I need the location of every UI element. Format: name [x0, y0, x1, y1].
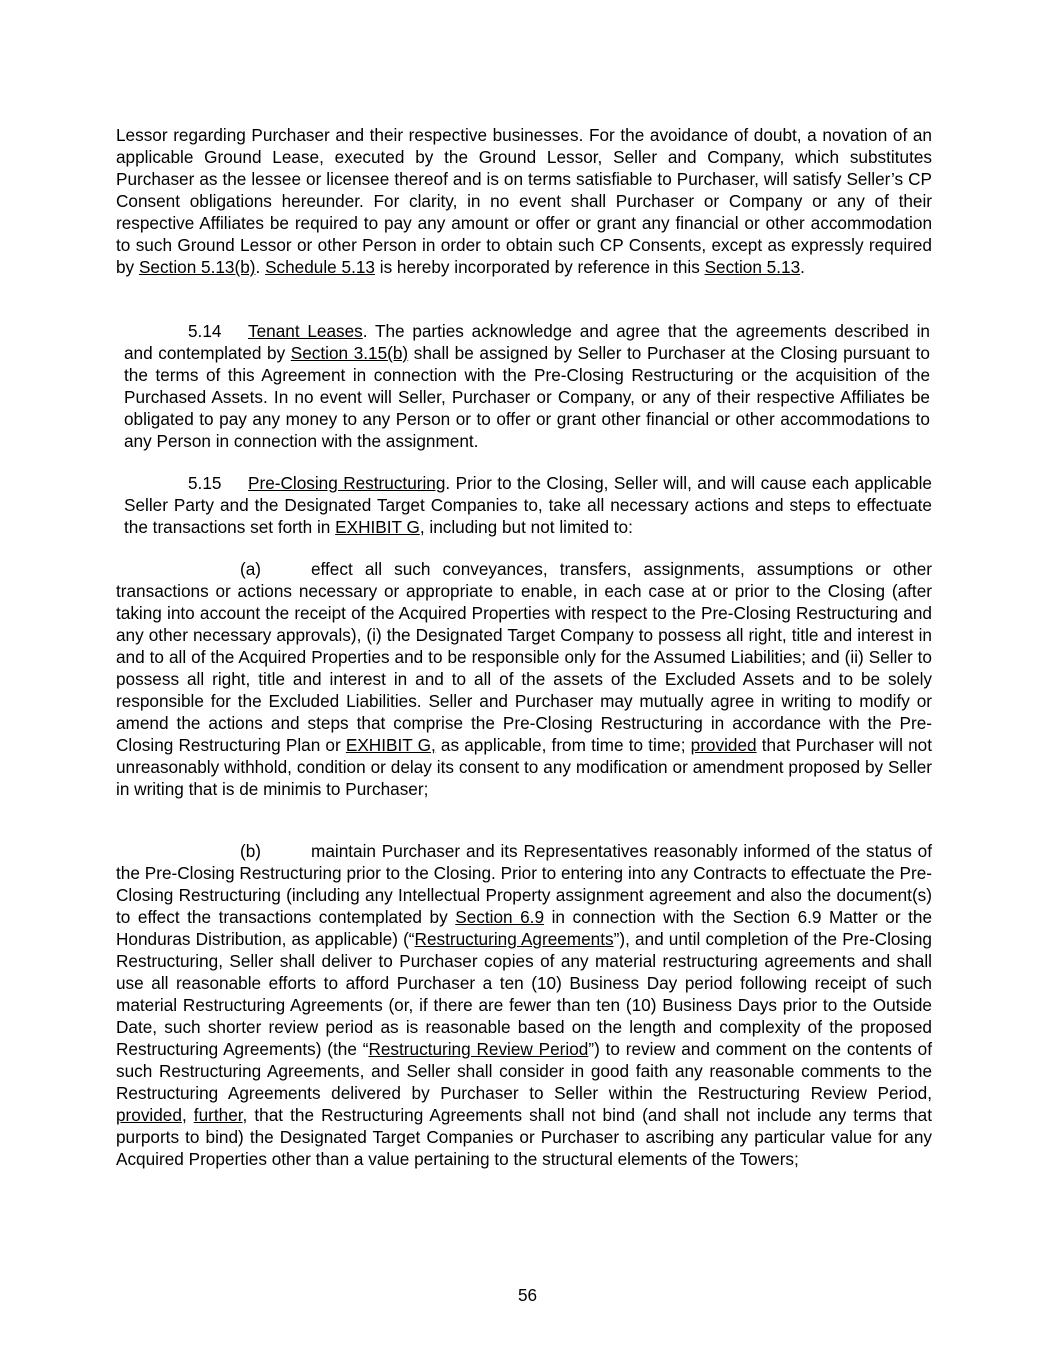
text: , that the Restructuring Agreements shall not bind (and shall not include any terms that purports to bind) the Designated Target Companies or Purchaser to ascribing any particular value for any Acquired Properties other than a value pertaining to the structural elements of the Towers;	[116, 1105, 932, 1169]
text: that Purchaser will not unreasonably withhold, condition or delay its consent to any modification or amendment proposed by Seller in writing that is de minimis to Purchaser;	[116, 735, 932, 799]
cross-reference-link: Section 3.15(b)	[290, 343, 409, 363]
text: ”), and until completion of the Pre-Closing Restructuring, Seller shall deliver to Purchaser copies of any material restructuring agreements and shall use all reasonable efforts to afford Purchaser a ten (10) Business Day period following receipt of such material Restructuring Agreements (or, if there are fewer than ten (10) Business Days prior to the Outside Date, such shorter review period as is reasonable based on the length and complexity of the proposed Restructuring Agreements) (the “	[116, 929, 932, 1059]
cross-reference-link: Section 5.13(b)	[138, 257, 256, 277]
text: Lessor regarding Purchaser and their respective businesses. For the avoidance of doubt, a novation of an applicable Ground Lease, executed by the Ground Lessor, Seller and Company, which substitutes Purchaser as the lessee or licensee thereof and is on terms satisfiable to Purchaser, will satisfy Seller’s CP Consent obligations hereunder. For clarity, in no event shall Purchaser or Company or any of their respective Affiliates be required to pay any amount or offer or grant any financial or other accommodation to such Ground Lessor or other Person in order to obtain such CP Consents, except as expressly required by	[116, 125, 932, 277]
section-5-15-pre-closing-restructuring	[124, 472, 932, 538]
defined-term: further	[193, 1105, 243, 1125]
cross-reference-link: EXHIBIT G	[335, 517, 420, 537]
text: . Prior to the Closing, Seller will, and will cause each applicable Seller Party and the Designated Target Companies to, take all necessary actions and steps to effectuate the transactions set forth in	[124, 473, 932, 537]
paragraph-ground-lease-continuation	[116, 124, 932, 278]
cross-reference-link: EXHIBIT G,	[345, 735, 436, 755]
defined-term: Restructuring Agreements	[414, 929, 614, 949]
page-number: 56	[517, 1285, 538, 1305]
cross-reference-link: Section 6.9	[455, 907, 545, 927]
subsection-label: (b)	[240, 841, 262, 861]
cross-reference-link: Schedule 5.13	[265, 257, 375, 277]
text: ,	[181, 1105, 194, 1125]
text: . The parties acknowledge and agree that the agreements described in and contemplated by	[124, 321, 930, 363]
text: .	[800, 257, 805, 277]
section-number: 5.14	[188, 321, 222, 341]
text: is hereby incorporated by reference in this	[374, 257, 705, 277]
section-number: 5.15	[188, 473, 222, 493]
subsection-label: (a)	[240, 559, 262, 579]
text: shall be assigned by Seller to Purchaser at the Closing pursuant to the terms of this Agreement in connection with the Pre-Closing Restructuring or the acquisition of the Purchased Assets. In no event will Seller, Purchaser or Company, or any of their respective Affiliates be obligated to pay any money to any Person or to offer or grant other financial or other accommodations to any Person in connection with the assignment.	[124, 343, 930, 451]
text: , including but not limited to:	[419, 517, 633, 537]
text: as applicable, from time to time;	[435, 735, 691, 755]
section-title: Pre-Closing Restructuring	[248, 473, 446, 493]
text: in connection with the Section 6.9 Matter or the Honduras Distribution, as applicable) (“	[116, 907, 933, 949]
section-5-14-tenant-leases	[124, 320, 930, 452]
defined-term: provided	[690, 735, 757, 755]
text: effect all such conveyances, transfers, assignments, assumptions or other transactions or actions necessary or appropriate to enable, in each case at or prior to the Closing (after taking into account the receipt of the Acquired Properties with respect to the Pre-Closing Restructuring and any other necessary approvals), (i) the Designated Target Company to possess all right, title and interest in and to all of the Acquired Properties and to be responsible only for the Assumed Liabilities; and (ii) Seller to possess all right, title and interest in and to all of the assets of the Excluded Assets and to be solely responsible for the Excluded Liabilities. Seller and Purchaser may mutually agree in writing to modify or amend the actions and steps that comprise the Pre-Closing Restructuring in accordance with the Pre-Closing Restructuring Plan or	[116, 559, 932, 755]
text: ”) to review and comment on the contents of such Restructuring Agreements, and Seller shall consider in good faith any reasonable comments to the Restructuring Agreements delivered by Purchaser to Seller within the Restructuring Review Period,	[116, 1039, 932, 1103]
subsection-b	[116, 840, 932, 1170]
defined-term: Restructuring Review Period	[368, 1039, 589, 1059]
cross-reference-link: Section 5.13	[704, 257, 801, 277]
text: .	[255, 257, 266, 277]
subsection-a	[116, 558, 932, 800]
defined-term: provided	[116, 1105, 182, 1125]
text: maintain Purchaser and its Representatives reasonably informed of the status of the Pre-Closing Restructuring prior to the Closing. Prior to entering into any Contracts to effectuate the Pre-Closing Restructuring (including any Intellectual Property assignment agreement and also the document(s) to effect the transactions contemplated by	[116, 841, 932, 927]
section-title: Tenant Leases	[248, 321, 363, 341]
